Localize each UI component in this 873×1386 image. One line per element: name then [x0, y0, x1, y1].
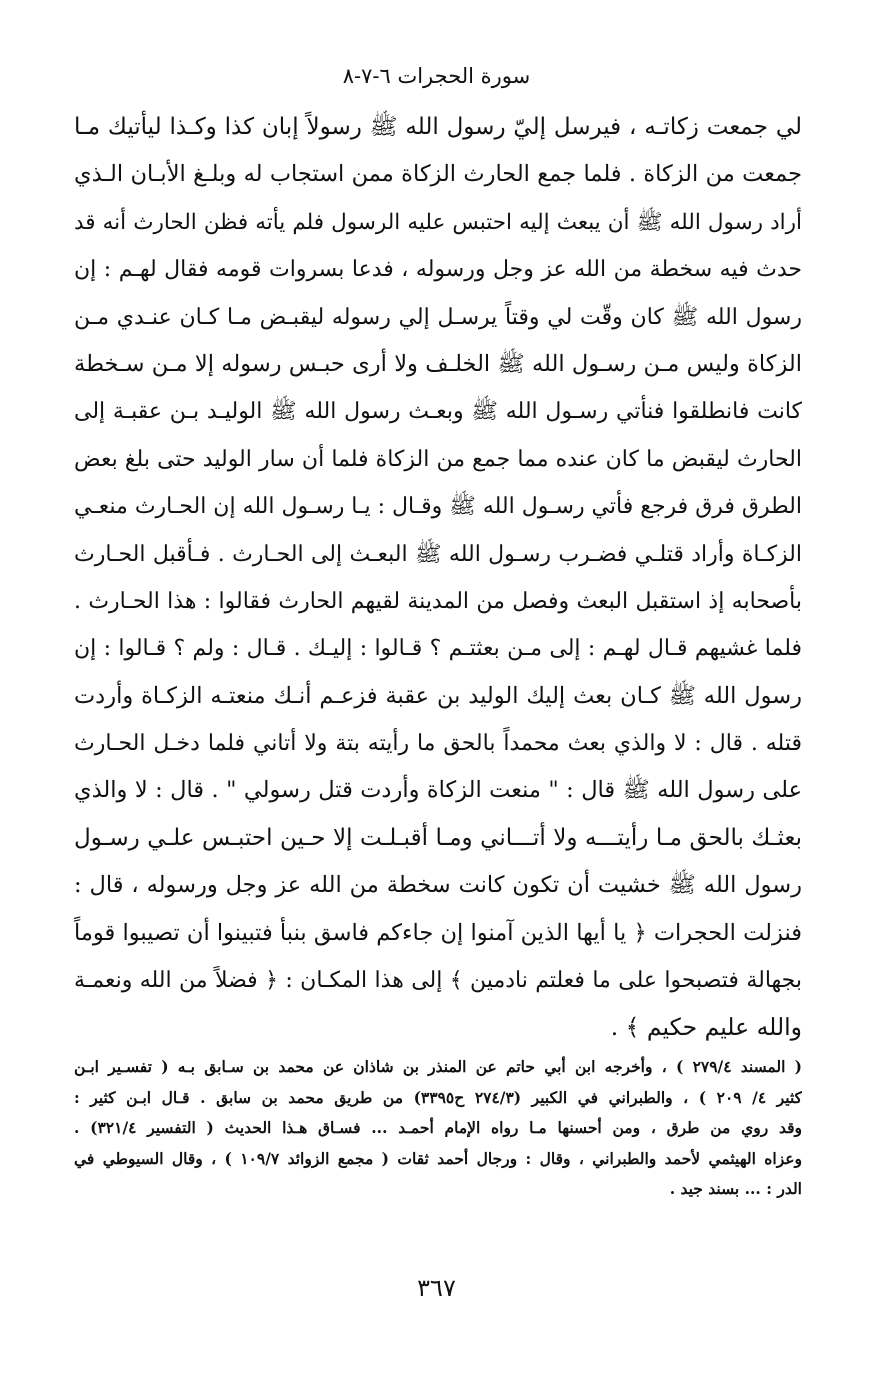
text-line: فنزلت الحجرات ﴿ يا أيها الذين آمنوا إن جاءكم فاسق بنبأ فتبينوا أن تصيبوا قوماً: [74, 919, 802, 946]
text-line: لي جمعت زكاتـه ، فيرسل إليّ رسول الله ﷺ رسولاً إبان كذا وكـذا ليأتيك مـا: [74, 114, 802, 140]
text-line: رسول الله ﷺ كـان بعث إليك الوليد بن عقبة فزعـم أنـك منعتـه الزكـاة وأردت: [74, 682, 802, 709]
text-line: بعثـك بالحق مـا رأيتـــه ولا أتـــاني ومـا أقبـلـت إلا حـين احتبـس علـي رسـول: [74, 824, 802, 851]
text-line: بجهالة فتصبحوا على ما فعلتم نادمين ﴾ إلى هذا المكـان : ﴿ فضلاً من الله ونعمـة: [74, 968, 802, 994]
text-line: حدث فيه سخطة من الله عز وجل ورسوله ، فدعا بسروات قومه فقال لهـم : إن: [74, 257, 802, 283]
text-line: كانت فانطلقوا فنأتي رسـول الله ﷺ وبعـث رسول الله ﷺ الوليـد بـن عقبـة إلى: [74, 399, 802, 425]
footnote-line: ( المسند ٢٧٩/٤ ) ، وأخرجه ابن أبي حاتم عن المنذر بن شاذان عن محمد بن سـابق بـه ( تفسـير ابـن: [74, 1057, 802, 1076]
main-text: [74, 104, 802, 1052]
text-line: بأصحابه إذ استقبل البعث وفصل من المدينة لقيهم الحارث فقالوا : هذا الحـارث .: [74, 588, 802, 614]
footnote-line: الدر : ... بسند جيد .: [669, 1179, 802, 1199]
footnote-line: وعزاه الهيثمي لأحمد والطبراني ، وقال : ورجال أحمد ثقات ( مجمع الزوائد ١٠٩/٧ ) ، وقال السيوطي في: [74, 1148, 802, 1168]
text-line: الزكـاة وأراد قتلـي فضـرب رسـول الله ﷺ البعـث إلى الحـارث . فـأقبل الحـارث: [74, 541, 802, 567]
text-line: على رسول الله ﷺ قال : " منعت الزكاة وأردت قتل رسولي " . قال : لا والذي: [74, 777, 802, 804]
footnote-line: وقد روي من طرق ، ومن أحسنها مـا رواه الإمام أحمـد ... فسـاق هـذا الحديث ( التفسير ٣٢١/٤) .: [74, 1118, 802, 1138]
text-line: الحارث ليقبض ما كان عنده مما جمع من الزكاة فلما أن سار الوليد حتى بلغ بعض: [74, 446, 802, 472]
footnotes: [74, 1052, 802, 1205]
text-line: أراد رسول الله ﷺ أن يبعث إليه احتبس عليه الرسول فلم يأته فظن الحارث أنه قد: [74, 209, 802, 235]
footnote-line: كثير ٤/ ٢٠٩ ) ، والطبراني في الكبير (٢٧٤/٣ ح٣٣٩٥) من طريق محمد بن سابق . قـال ابـن كثير :: [74, 1087, 802, 1107]
text-line: فلما غشيهم قـال لهـم : إلى مـن بعثتـم ؟ قـالوا : إليـك . قـال : ولم ؟ قـالوا : إن: [74, 636, 802, 662]
text-line: الطرق فرق فرجع فأتي رسـول الله ﷺ وقـال : يـا رسـول الله إن الحـارث منعـي: [74, 494, 802, 520]
text-line: رسول الله ﷺ خشيت أن تكون كانت سخطة من الله عز وجل ورسوله ، قال :: [74, 872, 802, 899]
text-line: جمعت من الزكاة . فلما جمع الحارث الزكاة ممن استجاب له وبلـغ الأبـان الـذي: [74, 161, 802, 188]
text-line: رسول الله ﷺ كان وقّت لي وقتاً يرسـل إلي رسوله ليقبـض مـا كـان عنـدي مـن: [74, 304, 802, 330]
page-number: ٣٦٧: [417, 1274, 456, 1302]
text-line: والله عليم حكيم ﴾ .: [610, 1013, 802, 1042]
text-line: الزكاة وليس مـن رسـول الله ﷺ الخلـف ولا أرى حبـس رسوله إلا مـن سـخطة: [74, 350, 802, 377]
running-header: سورة الحجرات ٦-٧-٨: [342, 64, 531, 88]
text-line: قتله . قال : لا والذي بعث محمداً بالحق ما رأيته بتة ولا أتاني فلما دخـل الحـارث: [74, 731, 802, 757]
